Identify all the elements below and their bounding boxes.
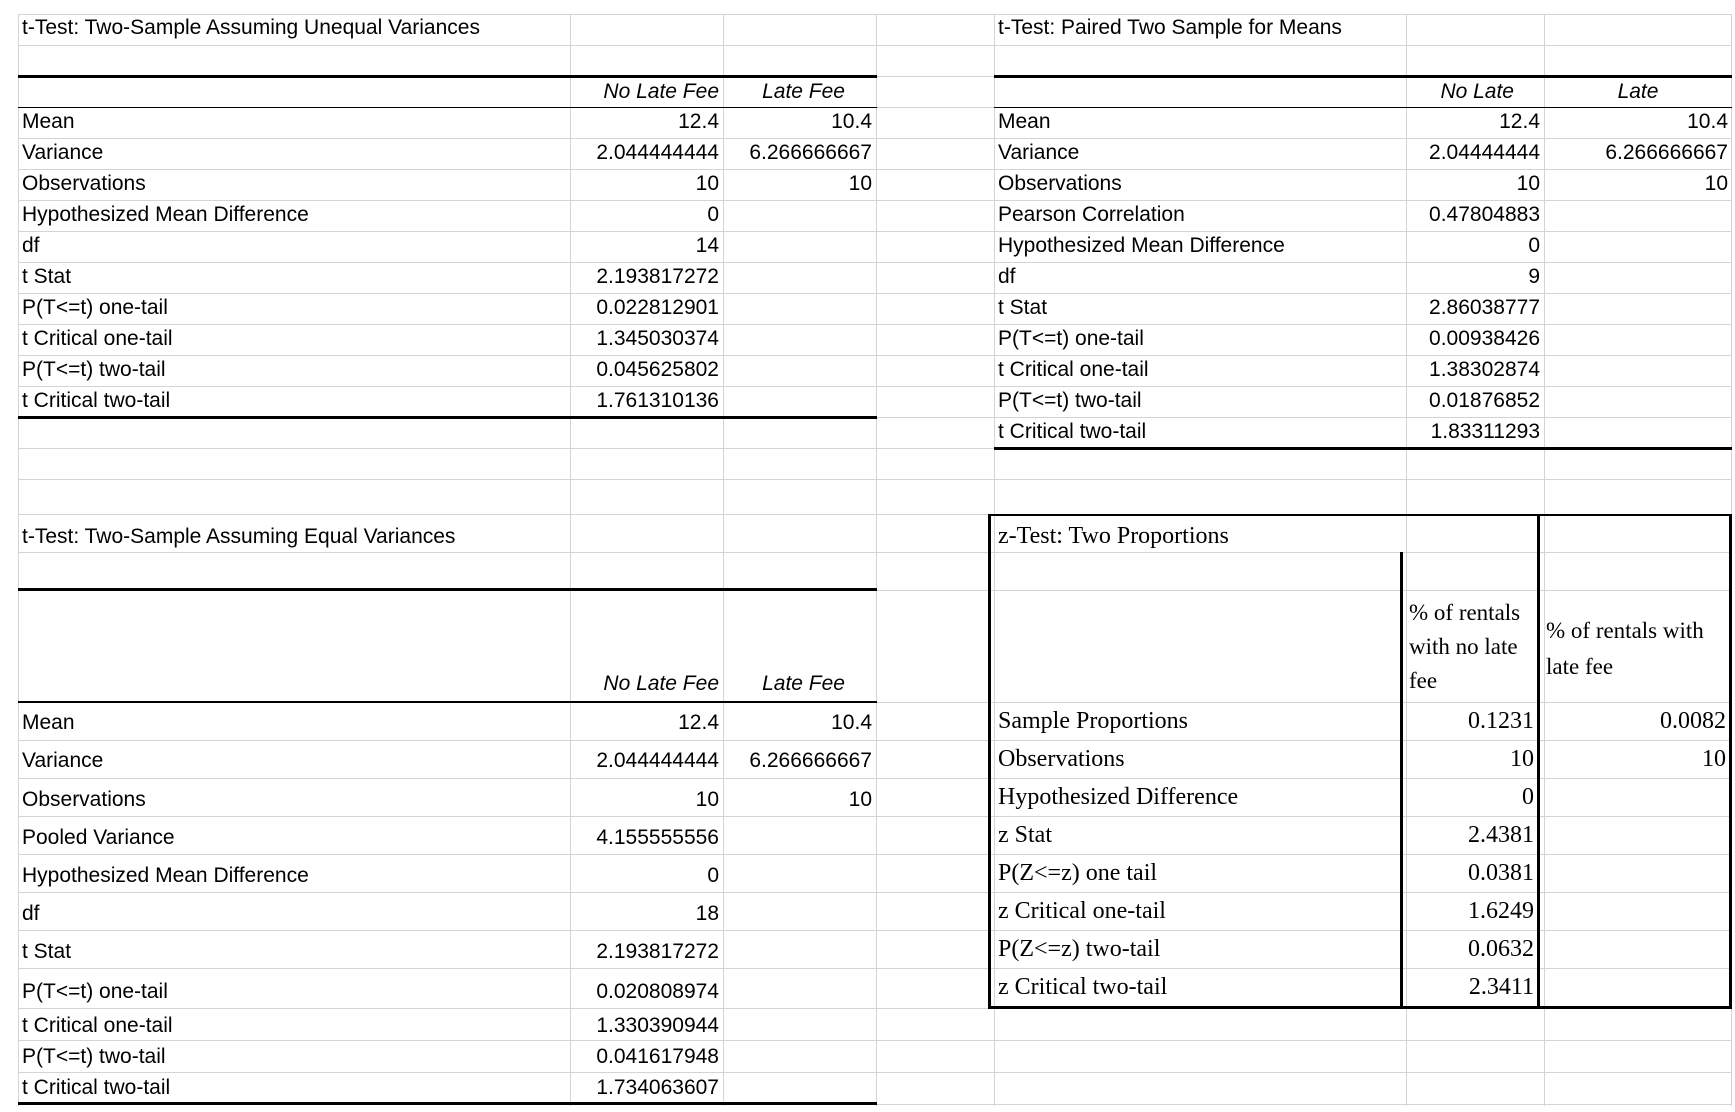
paired-row-label: t Critical two-tail [998, 420, 1147, 443]
paired-row-label: P(T<=t) one-tail [998, 327, 1144, 350]
unequal-col1-header: No Late Fee [603, 80, 719, 103]
ztest-row-value1: 2.4381 [1468, 822, 1534, 848]
unequal-row-label: t Critical two-tail [22, 389, 171, 412]
ztest-row-value2: 0.0082 [1660, 708, 1726, 734]
equal-row-value1: 12.4 [678, 711, 719, 734]
equal-row-label: Observations [22, 788, 146, 811]
ztest-title: z-Test: Two Proportions [998, 523, 1229, 549]
ztest-row-label: Observations [998, 746, 1125, 772]
unequal-row-label: Mean [22, 110, 75, 133]
paired-col2-header: Late [1617, 80, 1659, 103]
unequal-row-value1: 0 [707, 203, 719, 226]
ztest-row-value1: 0.1231 [1468, 708, 1534, 734]
ztest-row-value1: 1.6249 [1468, 898, 1534, 924]
ztest-row-value1: 2.3411 [1468, 974, 1534, 1000]
paired-row-label: Mean [998, 110, 1051, 133]
equal-title: t-Test: Two-Sample Assuming Equal Variances [22, 525, 456, 548]
paired-row-value1: 12.4 [1499, 110, 1540, 133]
equal-row-value2: 10 [848, 788, 872, 811]
paired-row-label: Pearson Correlation [998, 203, 1185, 226]
equal-row-value1: 18 [695, 902, 719, 925]
ztest-row-label: Sample Proportions [998, 708, 1188, 734]
paired-row-label: t Stat [998, 296, 1048, 319]
paired-row-label: Variance [998, 141, 1080, 164]
unequal-row-label: t Stat [22, 265, 72, 288]
equal-row-value1: 1.330390944 [596, 1014, 719, 1037]
equal-row-label: P(T<=t) one-tail [22, 980, 168, 1003]
equal-row-label: t Critical one-tail [22, 1014, 173, 1037]
ztest-row-label: z Stat [998, 822, 1052, 848]
equal-row-label: Variance [22, 749, 104, 772]
paired-row-label: Observations [998, 172, 1122, 195]
equal-row-value1: 2.193817272 [596, 940, 719, 963]
paired-row-label: P(T<=t) two-tail [998, 389, 1142, 412]
equal-row-label: t Stat [22, 940, 72, 963]
equal-col1-header: No Late Fee [603, 672, 719, 695]
unequal-row-label: Variance [22, 141, 104, 164]
equal-row-value1: 1.734063607 [596, 1076, 719, 1099]
unequal-row-label: P(T<=t) one-tail [22, 296, 168, 319]
unequal-row-label: df [22, 234, 40, 257]
equal-row-label: Pooled Variance [22, 826, 175, 849]
paired-row-value1: 9 [1528, 265, 1540, 288]
ztest-row-label: P(Z<=z) two-tail [998, 936, 1161, 962]
equal-row-label: t Critical two-tail [22, 1076, 171, 1099]
equal-row-value1: 2.044444444 [596, 749, 719, 772]
ztest-col1-header: % of rentals with no late fee [1409, 600, 1521, 693]
unequal-row-value2: 10.4 [831, 110, 872, 133]
unequal-row-value1: 1.761310136 [596, 389, 719, 412]
paired-col1-header: No Late [1440, 80, 1514, 103]
paired-row-value1: 0 [1528, 234, 1540, 257]
unequal-row-value2: 6.266666667 [749, 141, 872, 164]
equal-row-value2: 10.4 [831, 711, 872, 734]
unequal-row-value1: 2.044444444 [596, 141, 719, 164]
unequal-row-label: P(T<=t) two-tail [22, 358, 166, 381]
paired-row-value2: 6.266666667 [1605, 141, 1728, 164]
equal-row-label: P(T<=t) two-tail [22, 1045, 166, 1068]
unequal-row-label: Hypothesized Mean Difference [22, 203, 309, 226]
ztest-row-value1: 10 [1510, 746, 1534, 772]
paired-row-label: Hypothesized Mean Difference [998, 234, 1285, 257]
ztest-row-value1: 0.0381 [1468, 860, 1534, 886]
paired-row-value1: 2.04444444 [1429, 141, 1540, 164]
equal-row-value1: 0.041617948 [596, 1045, 719, 1068]
equal-row-value1: 4.155555556 [596, 826, 719, 849]
paired-row-value2: 10 [1704, 172, 1728, 195]
unequal-title: t-Test: Two-Sample Assuming Unequal Variances [22, 16, 480, 39]
paired-row-value2: 10.4 [1687, 110, 1728, 133]
paired-row-value1: 0.01876852 [1429, 389, 1540, 412]
unequal-row-value1: 14 [695, 234, 719, 257]
ztest-row-value1: 0 [1522, 784, 1534, 810]
equal-row-value2: 6.266666667 [749, 749, 872, 772]
unequal-row-value1: 1.345030374 [596, 327, 719, 350]
unequal-row-label: t Critical one-tail [22, 327, 173, 350]
unequal-row-label: Observations [22, 172, 146, 195]
paired-row-value1: 1.38302874 [1429, 358, 1540, 381]
paired-row-value1: 10 [1516, 172, 1540, 195]
equal-col2-header: Late Fee [762, 672, 845, 695]
ztest-row-label: Hypothesized Difference [998, 784, 1239, 810]
unequal-row-value1: 0.045625802 [596, 358, 719, 381]
ztest-row-value2: 10 [1702, 746, 1726, 772]
paired-title: t-Test: Paired Two Sample for Means [998, 16, 1342, 39]
equal-row-label: df [22, 902, 40, 925]
unequal-row-value1: 10 [695, 172, 719, 195]
unequal-row-value2: 10 [848, 172, 872, 195]
equal-row-value1: 10 [695, 788, 719, 811]
equal-row-label: Mean [22, 711, 75, 734]
paired-row-label: df [998, 265, 1016, 288]
ztest-row-label: z Critical two-tail [998, 974, 1168, 1000]
equal-row-label: Hypothesized Mean Difference [22, 864, 309, 887]
ztest-row-value1: 0.0632 [1468, 936, 1534, 962]
unequal-row-value1: 2.193817272 [596, 265, 719, 288]
unequal-row-value1: 12.4 [678, 110, 719, 133]
paired-row-value1: 1.83311293 [1430, 420, 1540, 443]
unequal-col2-header: Late Fee [762, 80, 845, 103]
paired-row-label: t Critical one-tail [998, 358, 1149, 381]
unequal-row-value1: 0.022812901 [596, 296, 719, 319]
ztest-row-label: P(Z<=z) one tail [998, 860, 1158, 886]
paired-row-value1: 2.86038777 [1429, 296, 1540, 319]
ztest-row-label: z Critical one-tail [998, 898, 1166, 924]
equal-row-value1: 0.020808974 [596, 980, 719, 1003]
paired-row-value1: 0.00938426 [1429, 327, 1540, 350]
ztest-col2-header: % of rentals with late fee [1546, 618, 1704, 679]
equal-row-value1: 0 [707, 864, 719, 887]
paired-row-value1: 0.47804883 [1429, 203, 1540, 226]
